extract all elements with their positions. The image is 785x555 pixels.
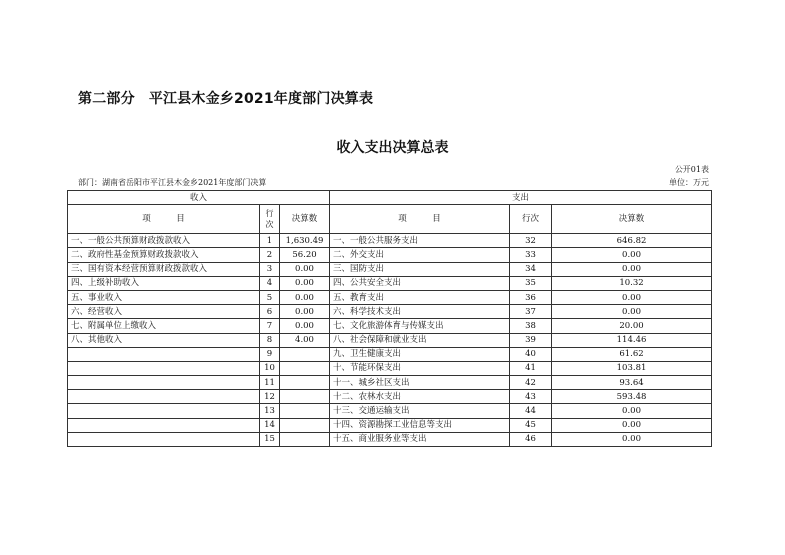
expense-item: 十、节能环保支出: [330, 361, 510, 375]
expense-item: 十五、商业服务业等支出: [330, 432, 510, 446]
income-line: 8: [260, 333, 280, 347]
expense-item: 八、社会保障和就业支出: [330, 333, 510, 347]
income-item: [68, 418, 260, 432]
income-line: 14: [260, 418, 280, 432]
income-line: 12: [260, 390, 280, 404]
expense-item: 三、国防支出: [330, 262, 510, 276]
expense-line: 42: [510, 376, 552, 390]
expense-item: 四、公共安全支出: [330, 276, 510, 290]
income-item: 七、附属单位上缴收入: [68, 319, 260, 333]
expense-line: 41: [510, 361, 552, 375]
expense-amount: 0.00: [552, 432, 712, 446]
income-amount: 4.00: [280, 333, 330, 347]
table-row: [68, 305, 712, 319]
expense-line: 37: [510, 305, 552, 319]
income-item: [68, 404, 260, 418]
expense-amount: 0.00: [552, 290, 712, 304]
income-line: 2: [260, 248, 280, 262]
expense-amount: 20.00: [552, 319, 712, 333]
table-row: [68, 276, 712, 290]
col-amount-income: 决算数: [280, 205, 330, 234]
col-item-income: 项 目: [68, 205, 260, 234]
expense-line: 32: [510, 234, 552, 248]
income-amount: 0.00: [280, 276, 330, 290]
expense-amount: 0.00: [552, 305, 712, 319]
expense-item: 一、一般公共服务支出: [330, 234, 510, 248]
expense-amount: 0.00: [552, 418, 712, 432]
expense-item: 五、教育支出: [330, 290, 510, 304]
income-amount: 56.20: [280, 248, 330, 262]
expense-item: 十四、资源勘探工业信息等支出: [330, 418, 510, 432]
income-item: [68, 361, 260, 375]
expense-line: 44: [510, 404, 552, 418]
income-expense-table: [67, 190, 712, 447]
income-header: 收入: [68, 191, 330, 205]
expense-amount: 61.62: [552, 347, 712, 361]
expense-line: 33: [510, 248, 552, 262]
income-line: 9: [260, 347, 280, 361]
table-row: [68, 404, 712, 418]
expense-amount: 0.00: [552, 404, 712, 418]
income-item: 六、经营收入: [68, 305, 260, 319]
table-row: [68, 319, 712, 333]
table-row: [68, 361, 712, 375]
income-amount: [280, 418, 330, 432]
expense-line: 40: [510, 347, 552, 361]
table-row: [68, 432, 712, 446]
expense-line: 39: [510, 333, 552, 347]
table-row: [68, 390, 712, 404]
income-amount: [280, 404, 330, 418]
income-amount: 0.00: [280, 290, 330, 304]
income-line: 4: [260, 276, 280, 290]
unit-label: 单位：万元: [669, 178, 709, 187]
income-amount: 0.00: [280, 319, 330, 333]
expense-amount: 593.48: [552, 390, 712, 404]
expense-line: 36: [510, 290, 552, 304]
expense-header: 支出: [330, 191, 712, 205]
income-line: 15: [260, 432, 280, 446]
income-line: 11: [260, 376, 280, 390]
income-item: 三、国有资本经营预算财政拨款收入: [68, 262, 260, 276]
income-line: 5: [260, 290, 280, 304]
income-amount: 1,630.49: [280, 234, 330, 248]
expense-line: 45: [510, 418, 552, 432]
expense-amount: 114.46: [552, 333, 712, 347]
income-line: 6: [260, 305, 280, 319]
col-amount-expense: 决算数: [552, 205, 712, 234]
income-item: [68, 376, 260, 390]
table-row: [68, 347, 712, 361]
col-line-expense: 行次: [510, 205, 552, 234]
expense-item: 九、卫生健康支出: [330, 347, 510, 361]
expense-line: 35: [510, 276, 552, 290]
expense-amount: 10.32: [552, 276, 712, 290]
table-row: [68, 248, 712, 262]
income-amount: [280, 432, 330, 446]
col-line-income: 行次: [260, 205, 280, 234]
income-line: 7: [260, 319, 280, 333]
expense-item: 七、文化旅游体育与传媒支出: [330, 319, 510, 333]
table-row: [68, 262, 712, 276]
income-item: 二、政府性基金预算财政拨款收入: [68, 248, 260, 262]
expense-line: 46: [510, 432, 552, 446]
expense-item: 十二、农林水支出: [330, 390, 510, 404]
income-item: 八、其他收入: [68, 333, 260, 347]
expense-amount: 646.82: [552, 234, 712, 248]
table-row: [68, 418, 712, 432]
expense-amount: 103.81: [552, 361, 712, 375]
income-line: 3: [260, 262, 280, 276]
expense-item: 六、科学技术支出: [330, 305, 510, 319]
income-line: 13: [260, 404, 280, 418]
expense-line: 34: [510, 262, 552, 276]
income-amount: 0.00: [280, 262, 330, 276]
income-amount: [280, 347, 330, 361]
income-amount: [280, 390, 330, 404]
col-item-expense: 项 目: [330, 205, 510, 234]
income-line: 1: [260, 234, 280, 248]
income-item: [68, 347, 260, 361]
expense-amount: 0.00: [552, 248, 712, 262]
table-title: 收入支出决算总表: [336, 140, 449, 156]
table-row: [68, 333, 712, 347]
department-label: 部门：湖南省岳阳市平江县木金乡2021年度部门决算: [78, 178, 267, 187]
income-amount: [280, 376, 330, 390]
income-item: 五、事业收入: [68, 290, 260, 304]
income-amount: 0.00: [280, 305, 330, 319]
table-row: [68, 376, 712, 390]
income-item: [68, 390, 260, 404]
expense-line: 38: [510, 319, 552, 333]
expense-item: 十一、城乡社区支出: [330, 376, 510, 390]
part-name: 平江县木金乡2021年度部门决算表: [148, 91, 374, 107]
income-item: 一、一般公共预算财政拨款收入: [68, 234, 260, 248]
income-line: 10: [260, 361, 280, 375]
part-label: 第二部分: [78, 91, 135, 107]
income-amount: [280, 361, 330, 375]
expense-item: 二、外交支出: [330, 248, 510, 262]
expense-amount: 93.64: [552, 376, 712, 390]
income-item: 四、上级补助收入: [68, 276, 260, 290]
table-column-header: [68, 205, 712, 234]
table-row: [68, 290, 712, 304]
table-section-header: [68, 191, 712, 205]
expense-amount: 0.00: [552, 262, 712, 276]
table-row: [68, 234, 712, 248]
form-code: 公开01表: [674, 165, 709, 174]
expense-line: 43: [510, 390, 552, 404]
income-item: [68, 432, 260, 446]
part-title: [78, 88, 373, 108]
expense-item: 十三、交通运输支出: [330, 404, 510, 418]
